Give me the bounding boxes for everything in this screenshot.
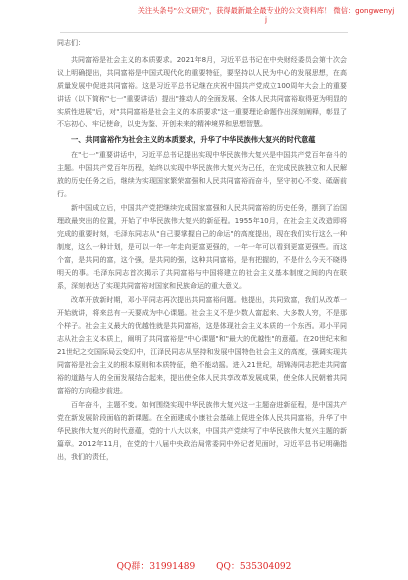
footer-qq-group: QQ群：31991489	[116, 562, 196, 572]
header-banner	[132, 6, 400, 24]
section-paragraph-2: 新中国成立后，中国共产党把继续完成国家富强和人民共同富裕的历史任务，摆到了治国理政最突出的位置，开始了中华民族伟大复兴的新征程。1955年10月，在社会主义改造即将完成的重要时刻，毛泽东同志从"自己要掌握自己的命运"的高度提出，现在我们实行这么一种制度，这么一种计划，是可以一年一年走向更富更强的，一年一年可以看到更富更强些。而这个富，是共同的富，这个强，是共同的强，这种共同富裕，是有把握的，不是什么今天不晓得明天的事。毛泽东同志首次揭示了共同富裕与中国将建立的社会主义基本制度之间的内在联系，深刻表达了实现共同富裕对国家和民族命运的重大意义。	[57, 204, 347, 290]
section-paragraph-3: 改革开放新时期，邓小平同志再次提出共同富裕问题。他提出，共同致富，我们从改革一开始就讲，将来总有一天要成为中心课题。社会主义不是少数人富起来、大多数人穷，不是那个样子。社会主义最大的优越性就是共同富裕，这是体现社会主义本质的一个东西。邓小平同志从社会主义本质上，阐明了共同富裕是"中心课题"和"最大的优越性"的意蕴。在20世纪末和21世纪之交国际局云变幻中，江泽民同志从坚持和发展中国特色社会主义的高度，强调实现共同富裕是社会主义的根本原则和本质特征，绝不能动摇。进入21世纪，胡锦涛同志把走共同富裕的道路与人的全面发展结合起来，提出使全体人民共享改革发展成果，使全体人民朝着共同富裕的方向稳步前进。	[57, 296, 347, 395]
header-banner-line-2: j	[265, 15, 267, 24]
intro-paragraph: 共同富裕是社会主义的本质要求。2021年8月，习近平总书记在中央财经委员会第十次会议上明确提出，共同富裕是中国式现代化的重要特征，要坚持以人民为中心的发展思想，在高质量发展中促进共同富裕。这是习近平总书记继在庆祝中国共产党成立100周年大会上的重要讲话（以下简称"七一"重要讲话）提出"推动人的全面发展、全体人民共同富裕取得更为明显的实质性进展"后，对"共同富裕是社会主义的本质要求"这一重要理论命题作出深刻阐释，彰显了不忘初心、牢记使命，以史为鉴、开创未来的精神境界和思想智慧。	[57, 55, 347, 129]
section-heading: 一、共同富裕作为社会主义的本质要求，升华了中华民族伟大复兴的时代意蕴	[71, 135, 316, 145]
greeting: 同志们：	[57, 39, 85, 47]
footer	[0, 559, 408, 572]
footer-qq-contact: QQ：535304092	[216, 562, 292, 572]
header-divider	[60, 32, 348, 33]
section-paragraph-4: 百年奋斗，主题不变。如何围绕实现中华民族伟大复兴这一主题奋进新征程，是中国共产党在新发展阶段面临的新课题。在全面建成小康社会基础上促进全体人民共同富裕，升华了中华民族伟大复兴的时代意蕴，党的十八大以来，中国共产党续写了中华民族伟大复兴主题的新篇章。2012年11月，在党的十八届中央政治局常委同中外记者见面时，习近平总书记明确指出，我们的责任，	[57, 401, 347, 461]
section-paragraph-1: 在"七一"重要讲话中，习近平总书记提出实现中华民族伟大复兴是中国共产党百年奋斗的主题。中国共产党百年历程，始终以实现中华民族伟大复兴为己任，在完成民族独立和人民解放的历史任务之后，继续为实现国家繁荣富强和人民共同富裕而奋斗，坚守初心不变、砥砺前行。	[57, 151, 347, 199]
document-body	[57, 37, 347, 465]
header-banner-line-1: 关注头条号"公文研究"，获得最新最全最专业的公文资料库！ 微信：gongwenyj	[137, 6, 395, 15]
